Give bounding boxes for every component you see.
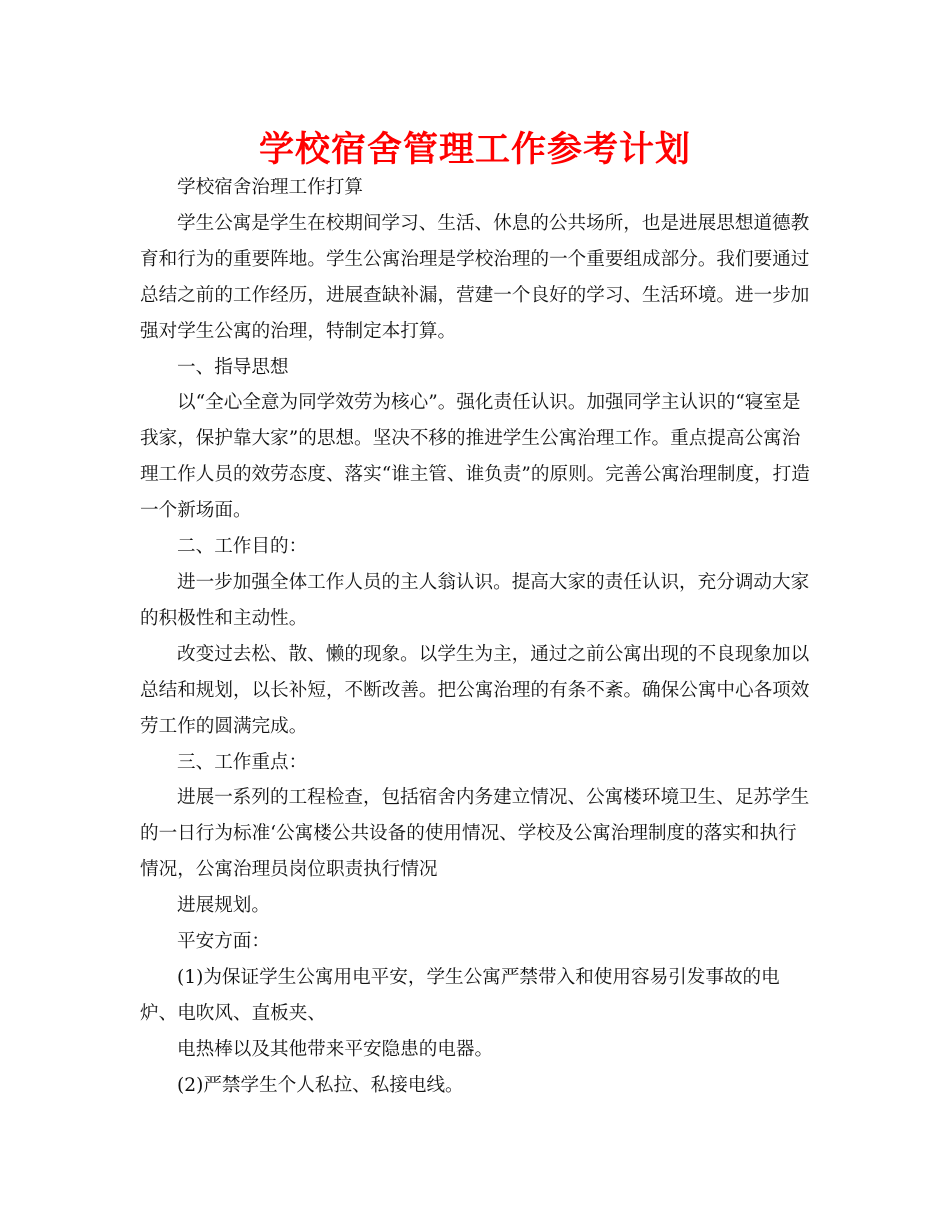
safety-item-1: (1)为保证学生公寓用电平安，学生公寓严禁带入和使用容易引发事故的电炉、电吹风、直板夹、 (140, 966, 780, 1024)
planning-line: 进展规划。 (177, 895, 270, 917)
section-heading-work-goal: 二、工作目的： (177, 536, 308, 558)
work-goal-paragraph-1: 进一步加强全体工作人员的主人翁认识。提高大家的责任认识，充分调动大家的积极性和主动性。 (140, 571, 810, 629)
section-heading-guiding-thought: 一、指导思想 (177, 356, 289, 378)
document-body (140, 170, 815, 1104)
safety-heading: 平安方面： (177, 931, 270, 953)
intro-paragraph: 学生公寓是学生在校期间学习、生活、休息的公共场所，也是进展思想道德教育和行为的重要阵地。学生公寓治理是学校治理的一个重要组成部分。我们要通过总结之前的工作经历，进展查缺补漏，营建一个良好的学习、生活环境。进一步加强对学生公寓的治理，特制定本打算。 (140, 212, 810, 342)
safety-item-2: (2)严禁学生个人私拉、私接电线。 (177, 1074, 464, 1096)
work-goal-paragraph-2: 改变过去松、散、懒的现象。以学生为主，通过之前公寓出现的不良现象加以总结和规划，以长补短，不断改善。把公寓治理的有条不紊。确保公寓中心各项效劳工作的圆满完成。 (140, 643, 810, 737)
work-focus-paragraph: 进展一系列的工程检查，包括宿舍内务建立情况、公寓楼环境卫生、足苏学生的一日行为标准‘公寓楼公共设备的使用情况、学校及公寓治理制度的落实和执行情况，公寓治理员岗位职责执行情况 (140, 787, 810, 881)
section-heading-work-focus: 三、工作重点： (177, 751, 308, 773)
subtitle-paragraph: 学校宿舍治理工作打算 (177, 177, 363, 198)
document-title: 学校宿舍管理工作参考计划 (258, 130, 691, 170)
safety-item-1-continued: 电热棒以及其他带来平安隐患的电器。 (177, 1038, 494, 1060)
guiding-thought-paragraph: 以“全心全意为同学效劳为核心”。强化责任认识。加强同学主认识的“寝室是我家，保护靠大家”的思想。坚决不移的推进学生公寓治理工作。重点提高公寓治理工作人员的效劳态度、落实“谁主管、谁负责”的原则。完善公寓治理制度，打造一个新场面。 (140, 392, 810, 522)
